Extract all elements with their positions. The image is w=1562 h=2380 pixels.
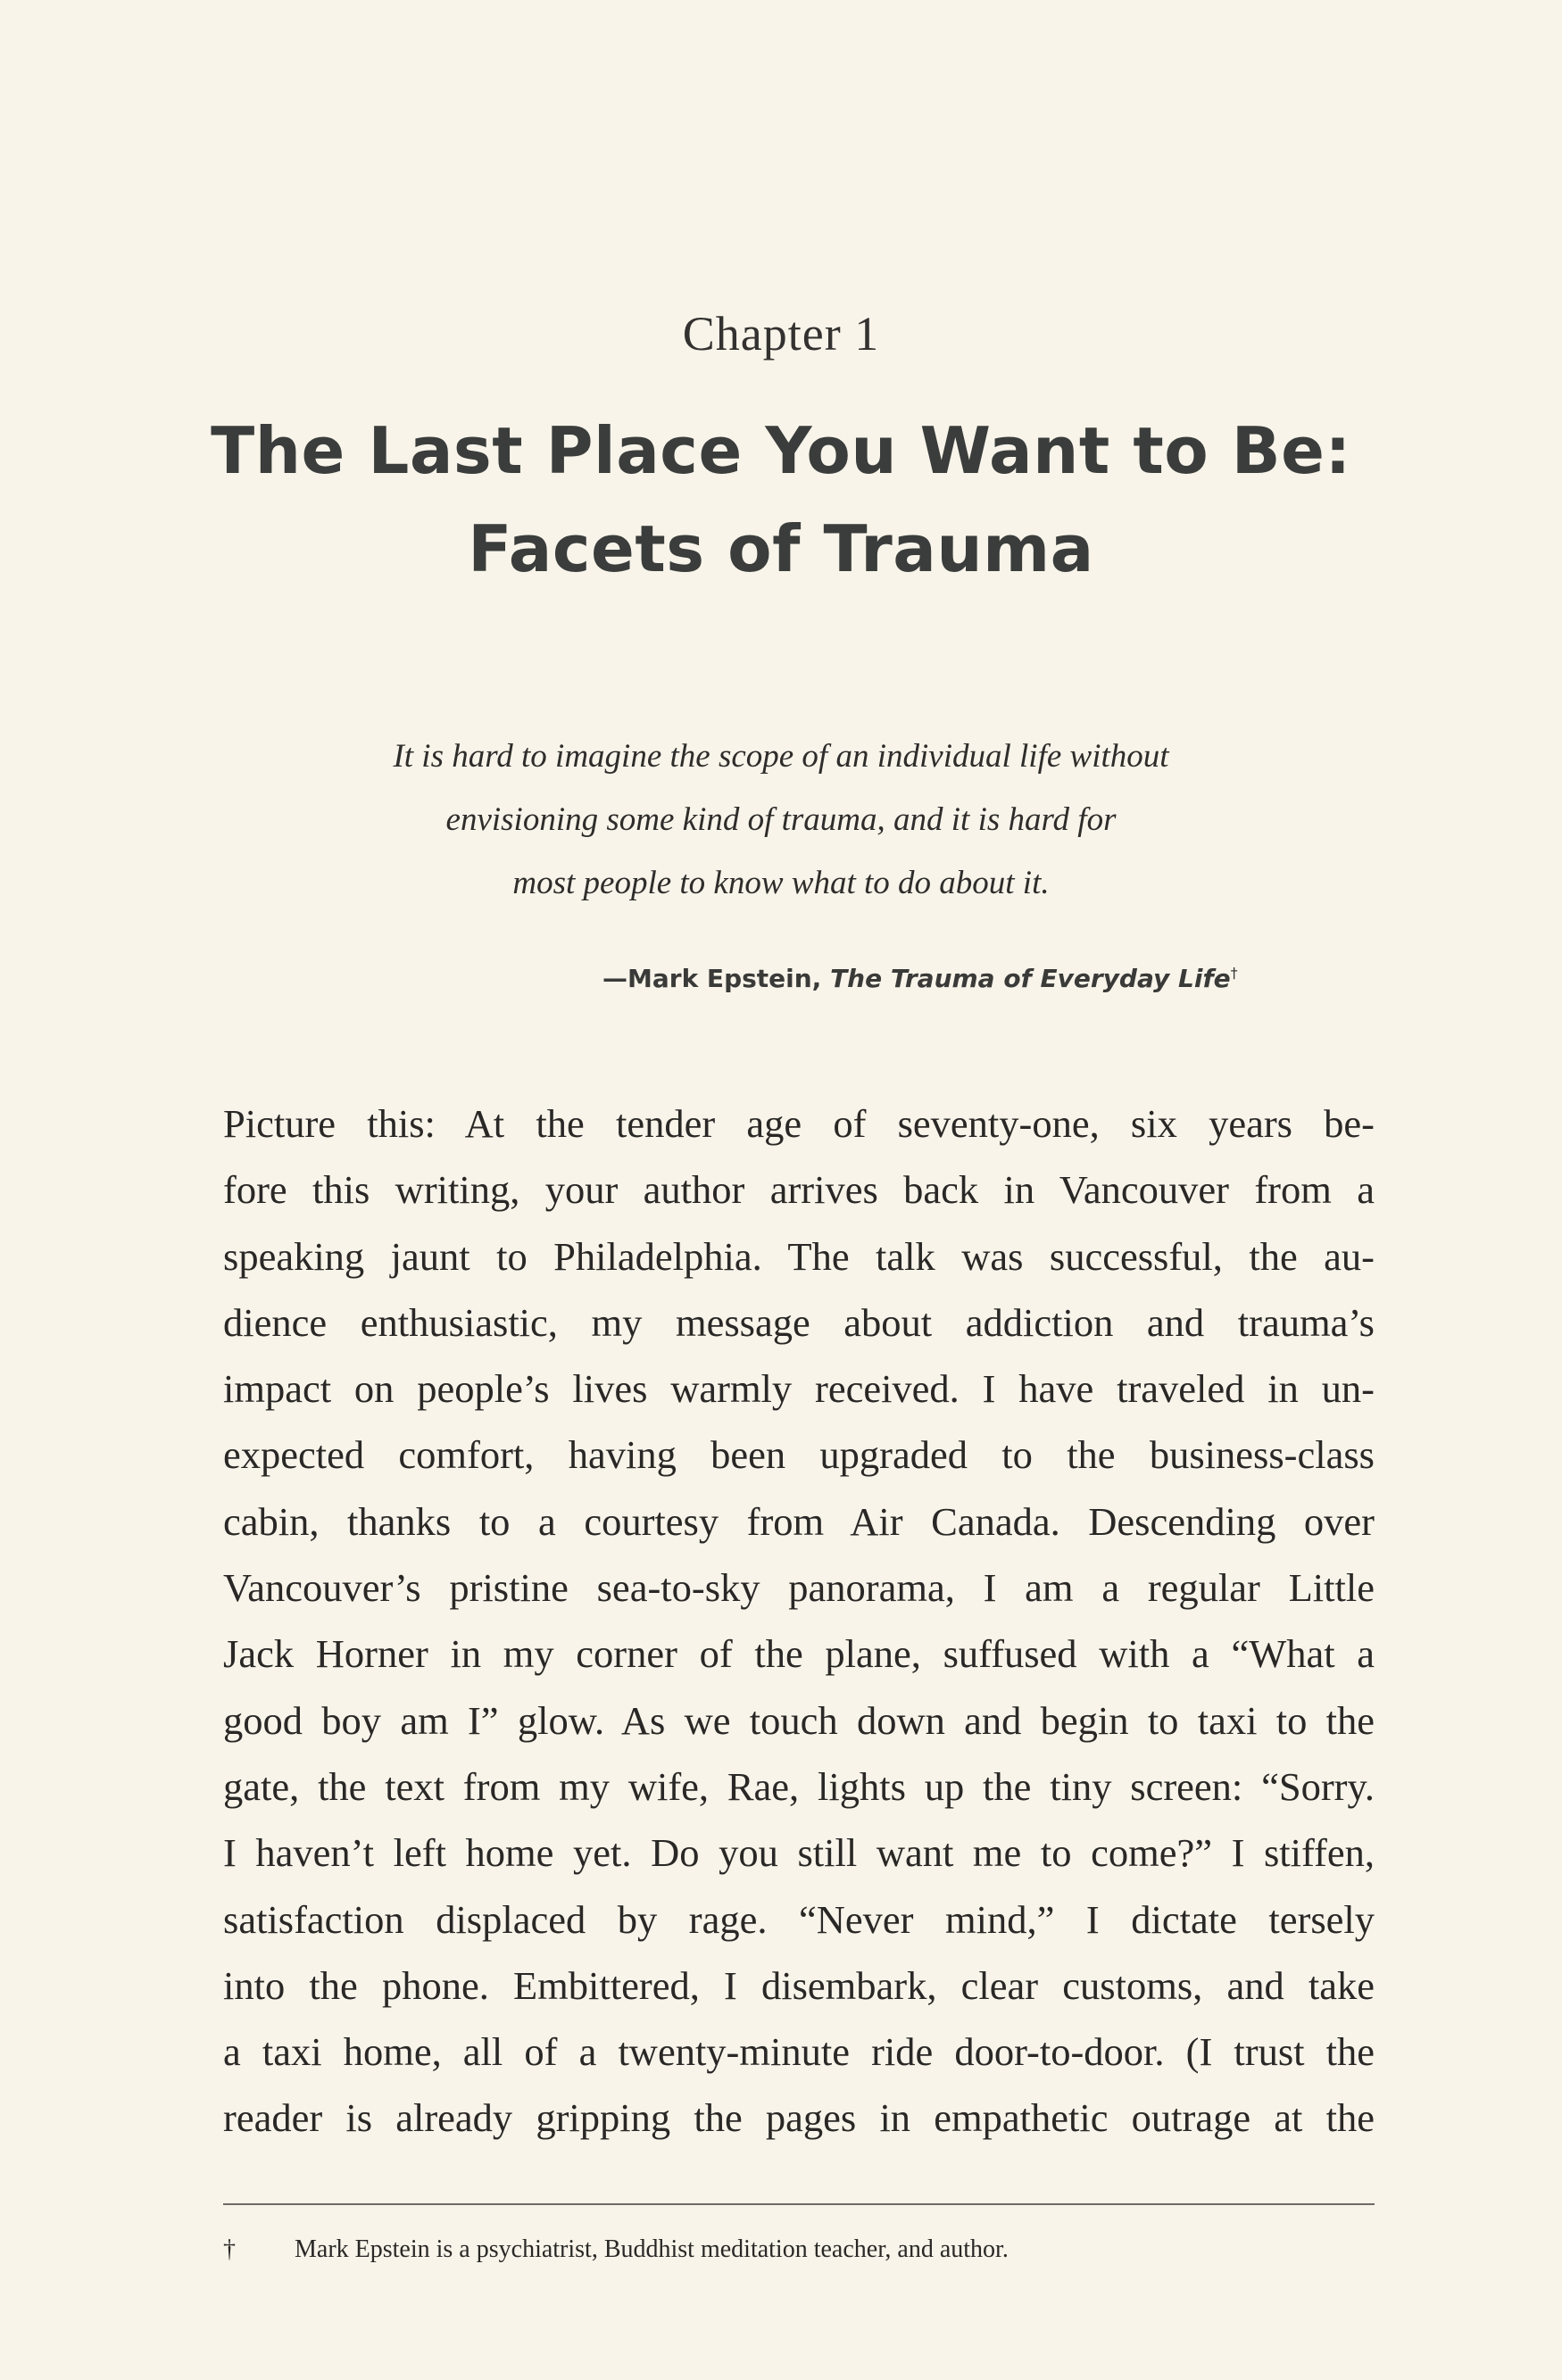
epigraph-line: most people to know what to do about it. — [512, 865, 1050, 901]
body-line: into the phone. Embittered, I disembark, clear customs, and take — [223, 1962, 1375, 2008]
chapter-title — [134, 402, 1428, 598]
body-line: Vancouver’s pristine sea-to-sky panorama, I am a regular Little — [223, 1565, 1375, 1611]
epigraph — [295, 725, 1267, 915]
body-line: expected comfort, having been upgraded to the business-class — [223, 1432, 1375, 1478]
body-line: Jack Horner in my corner of the plane, suffused with a “What a — [223, 1631, 1375, 1677]
footnote-mark: † — [223, 2235, 236, 2263]
body-line: Picture this: At the tender age of seventy-one, six years be- — [223, 1101, 1375, 1146]
body-line: I haven’t left home yet. Do you still want me to come?” I stiffen, — [223, 1830, 1375, 1876]
chapter-title-line: The Last Place You Want to Be: — [211, 413, 1351, 488]
footnote-text: Mark Epstein is a psychiatrist, Buddhist meditation teacher, and author. — [295, 2235, 1009, 2263]
body-line: gate, the text from my wife, Rae, lights up the tiny screen: “Sorry. — [223, 1763, 1375, 1809]
body-line: dience enthusiastic, my message about addiction and trauma’s — [223, 1299, 1375, 1345]
epigraph-attribution — [602, 964, 1238, 993]
body-line: good boy am I” glow. As we touch down and begin to taxi to the — [223, 1697, 1375, 1743]
body-line: reader is already gripping the pages in empathetic outrage at the — [223, 2095, 1375, 2141]
epigraph-author: —Mark Epstein, — [602, 964, 822, 993]
body-paragraph — [223, 1090, 1375, 2152]
footnote-divider — [223, 2203, 1375, 2205]
chapter-title-line: Facets of Trauma — [468, 511, 1094, 586]
body-line: fore this writing, your author arrives back in Vancouver from a — [223, 1167, 1375, 1213]
body-line: a taxi home, all of a twenty-minute ride door-to-door. (I trust the — [223, 2029, 1375, 2075]
footnote-reference-mark: † — [1230, 964, 1238, 982]
epigraph-line: envisioning some kind of trauma, and it is hard for — [445, 801, 1117, 838]
epigraph-book-title: The Trauma of Everyday Life — [830, 964, 1231, 993]
body-line: speaking jaunt to Philadelphia. The talk was successful, the au- — [223, 1233, 1375, 1279]
body-line: satisfaction displaced by rage. “Never mind,” I dictate tersely — [223, 1896, 1375, 1942]
epigraph-line: It is hard to imagine the scope of an individual life without — [393, 738, 1169, 775]
body-line: cabin, thanks to a courtesy from Air Canada. Descending over — [223, 1498, 1375, 1544]
chapter-label: Chapter 1 — [682, 307, 880, 361]
footnote — [223, 2235, 1009, 2264]
body-line: impact on people’s lives warmly received. I have traveled in un- — [223, 1366, 1375, 1412]
